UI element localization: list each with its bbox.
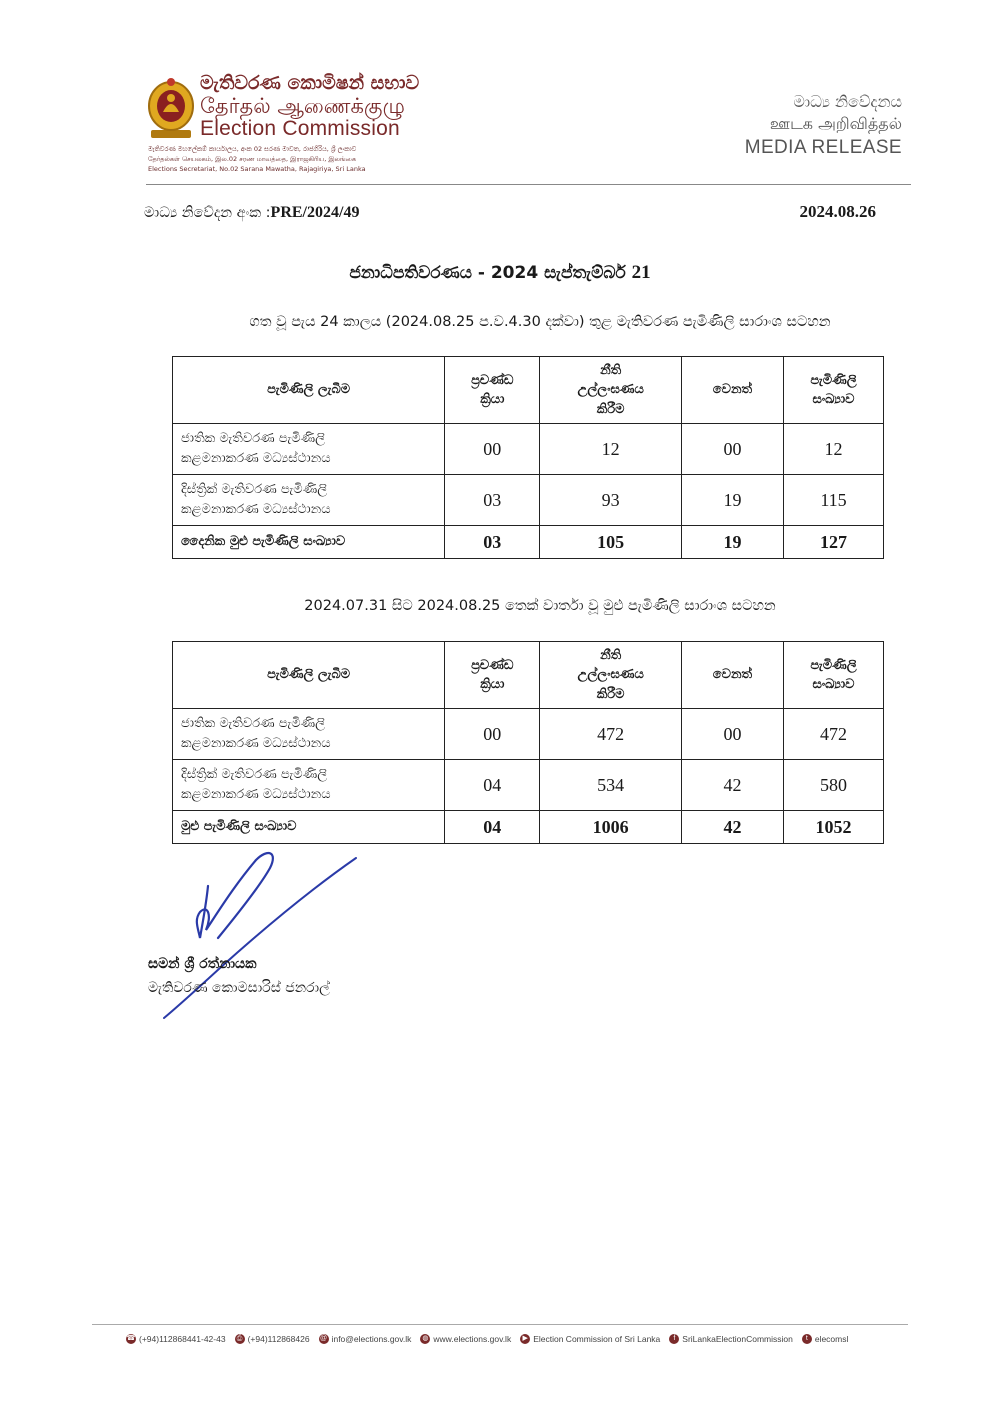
page-title bbox=[0, 262, 1000, 284]
footer-twitter[interactable]: t elecomsl bbox=[802, 1334, 849, 1344]
footer-facebook[interactable]: f SriLankaElectionCommission bbox=[669, 1334, 793, 1344]
media-release-sinhala: මාධ්‍ය නිවේදනය bbox=[793, 92, 902, 111]
total-other: 19 bbox=[681, 526, 783, 559]
header-count: පැමිණිලි සංඛ්‍යාව bbox=[783, 357, 883, 424]
cell-violence: 04 bbox=[445, 760, 540, 811]
address-tamil: தேர்தல்கள் செயலகம், இல.02 சரண மாவத்தை, இராஜகிரிய, இலங்கை bbox=[148, 155, 357, 163]
table1-caption: ගත වූ පැය 24 කාලය (2024.08.25 ප.ව.4.30 දක්වා) තුළ මැතිවරණ පැමිණිලි සාරාංශ සටහන bbox=[249, 314, 831, 330]
total-law: 1006 bbox=[540, 811, 682, 844]
cell-other: 00 bbox=[681, 709, 783, 760]
org-name-tamil: தேர்தல் ஆணைக்குழு bbox=[200, 94, 405, 118]
total-violence: 04 bbox=[445, 811, 540, 844]
cell-other: 42 bbox=[681, 760, 783, 811]
emblem-icon bbox=[146, 76, 196, 140]
address-sinhala: මැතිවරණ මහලේකම් කාර්යාලය, අංක 02 සරණ මාවත, රාජගිරිය, ශ්‍රී ලංකාව bbox=[148, 145, 357, 153]
fax-icon: ⎙ bbox=[235, 1334, 245, 1344]
reference-number: PRE/2024/49 bbox=[270, 204, 360, 221]
footer-email[interactable]: @ info@elections.gov.lk bbox=[320, 1334, 412, 1344]
footer-web[interactable]: ◍ www.elections.gov.lk bbox=[422, 1334, 512, 1344]
reference-line bbox=[144, 204, 359, 222]
youtube-icon: ▶ bbox=[520, 1334, 530, 1344]
footer-fax[interactable]: ⎙ (+94)112868426 bbox=[235, 1334, 310, 1344]
table-row bbox=[173, 424, 884, 475]
cell-law: 93 bbox=[540, 475, 682, 526]
footer-contacts bbox=[126, 1334, 848, 1344]
title-text: ජනාධිපතිවරණය - 2024 සැප්තැම්බර් bbox=[349, 263, 626, 283]
header-violence: ප්‍රචණ්ඩ ක්‍රියා bbox=[445, 357, 540, 424]
address-english: Elections Secretariat, No.02 Sarana Mawatha, Rajagiriya, Sri Lanka bbox=[148, 165, 366, 173]
reference-label: මාධ්‍ය නිවේදන අංක : bbox=[144, 205, 271, 221]
header-divider bbox=[146, 184, 911, 185]
row-label: දිස්ත්‍රික් මැතිවරණ පැමිණිලි කළමනාකරණ මධ්‍යස්ථානය bbox=[173, 475, 445, 526]
cell-law: 534 bbox=[540, 760, 682, 811]
row-label: දිස්ත්‍රික් මැතිවරණ පැමිණිලි කළමනාකරණ මධ්‍යස්ථානය bbox=[173, 760, 445, 811]
cell-total: 115 bbox=[783, 475, 883, 526]
cell-violence: 03 bbox=[445, 475, 540, 526]
footer-youtube[interactable]: ▶ Election Commission of Sri Lanka bbox=[520, 1334, 660, 1344]
release-date: 2024.08.26 bbox=[799, 202, 876, 221]
header-count: පැමිණිලි සංඛ්‍යාව bbox=[783, 642, 883, 709]
cumulative-complaints-table bbox=[172, 641, 884, 844]
total-violence: 03 bbox=[445, 526, 540, 559]
cell-violence: 00 bbox=[445, 424, 540, 475]
header-law-violation: නීති උල්ලංඝණය කිරීම bbox=[540, 642, 682, 709]
cell-law: 12 bbox=[540, 424, 682, 475]
table-row bbox=[173, 475, 884, 526]
cell-total: 12 bbox=[783, 424, 883, 475]
media-release-english: MEDIA RELEASE bbox=[744, 137, 902, 158]
header-other: වෙනත් bbox=[681, 642, 783, 709]
header-violence: ප්‍රචණ්ඩ ක්‍රියා bbox=[445, 642, 540, 709]
cell-total: 472 bbox=[783, 709, 883, 760]
row-label: ජාතික මැතිවරණ පැමිණිලි කළමනාකරණ මධ්‍යස්ථානය bbox=[173, 424, 445, 475]
table-row bbox=[173, 709, 884, 760]
cell-law: 472 bbox=[540, 709, 682, 760]
cell-other: 19 bbox=[681, 475, 783, 526]
row-label: ජාතික මැතිවරණ පැමිණිලි කළමනාකරණ මධ්‍යස්ථානය bbox=[173, 709, 445, 760]
total-label: මුළු පැමිණිලි සංඛ්‍යාව bbox=[173, 811, 445, 844]
table-header-row bbox=[173, 642, 884, 709]
media-release-tamil: ஊடக அறிவித்தல் bbox=[769, 114, 902, 133]
signatory-title: මැතිවරණ කොමසාරිස් ජනරාල් bbox=[148, 980, 330, 996]
total-count: 127 bbox=[783, 526, 883, 559]
cell-total: 580 bbox=[783, 760, 883, 811]
header-other: වෙනත් bbox=[681, 357, 783, 424]
table-total-row bbox=[173, 811, 884, 844]
cell-other: 00 bbox=[681, 424, 783, 475]
facebook-icon: f bbox=[669, 1334, 679, 1344]
email-icon: @ bbox=[320, 1335, 328, 1342]
header-received: පැමිණිලි ලැබීම bbox=[173, 642, 445, 709]
total-label: දෛනික මුළු පැමිණිලි සංඛ්‍යාව bbox=[173, 526, 445, 559]
total-law: 105 bbox=[540, 526, 682, 559]
table2-caption: 2024.07.31 සිට 2024.08.25 තෙක් වාර්තා වූ මුළු පැමිණිලි සාරාංශ සටහන bbox=[304, 598, 776, 614]
signatory-name: සමන් ශ්‍රී රත්නායක bbox=[148, 956, 257, 972]
daily-complaints-table bbox=[172, 356, 884, 559]
total-count: 1052 bbox=[783, 811, 883, 844]
title-day: 21 bbox=[631, 262, 651, 283]
org-name-english: Election Commission bbox=[200, 117, 400, 140]
header-received: පැමිණිලි ලැබීම bbox=[173, 357, 445, 424]
footer-phone[interactable]: ☎ (+94)112868441-42-43 bbox=[126, 1334, 226, 1344]
total-other: 42 bbox=[681, 811, 783, 844]
org-name-sinhala: මැතිවරණ කොමිෂන් සභාව bbox=[200, 72, 420, 94]
twitter-icon: t bbox=[802, 1334, 812, 1344]
cell-violence: 00 bbox=[445, 709, 540, 760]
phone-icon: ☎ bbox=[126, 1335, 136, 1342]
table-total-row bbox=[173, 526, 884, 559]
table-header-row bbox=[173, 357, 884, 424]
web-icon: ◍ bbox=[422, 1335, 429, 1342]
table-row bbox=[173, 760, 884, 811]
footer-divider bbox=[92, 1324, 908, 1325]
header-law-violation: නීති උල්ලංඝණය කිරීම bbox=[540, 357, 682, 424]
